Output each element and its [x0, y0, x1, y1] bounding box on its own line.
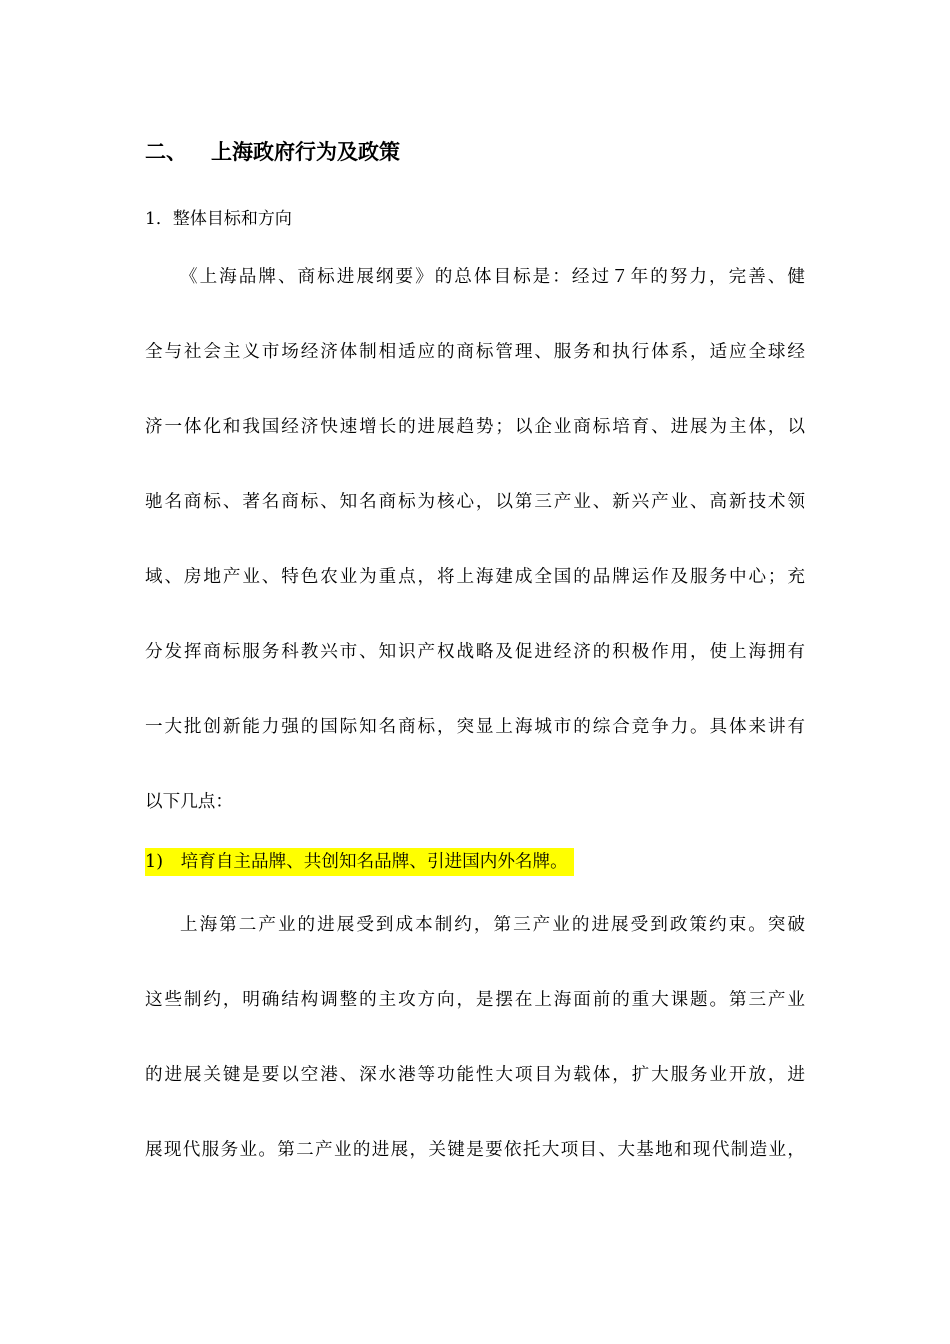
paragraph-line: 一大批创新能力强的国际知名商标，突显上海城市的综合竞争力。具体来讲有: [145, 717, 805, 737]
paragraph-industry: [145, 910, 805, 1210]
paragraph-goals: [145, 262, 805, 862]
paragraph-line: 展现代服务业。第二产业的进展，关键是要依托大项目、大基地和现代制造业，: [145, 1140, 805, 1160]
paragraph-line: 以下几点：: [145, 792, 233, 812]
paragraph-line: 域、房地产业、特色农业为重点，将上海建成全国的品牌运作及服务中心；充: [145, 567, 805, 587]
section-number: 二、: [145, 139, 187, 164]
paragraph-line: 济一体化和我国经济快速增长的进展趋势；以企业商标培育、进展为主体，以: [145, 417, 805, 437]
subsection-heading: 1．整体目标和方向: [145, 209, 292, 229]
paragraph-line: 上海第二产业的进展受到成本制约，第三产业的进展受到政策约束。突破: [180, 915, 805, 935]
paragraph-line: 的进展关键是要以空港、深水港等功能性大项目为载体，扩大服务业开放，进: [145, 1065, 805, 1085]
highlighted-list-item: 1) 培育自主品牌、共创知名品牌、引进国内外名牌。: [145, 848, 574, 876]
paragraph-line: 驰名商标、著名商标、知名商标为核心，以第三产业、新兴产业、高新技术领: [145, 492, 805, 512]
paragraph-line: 全与社会主义市场经济体制相适应的商标管理、服务和执行体系，适应全球经: [145, 342, 805, 362]
paragraph-line: 这些制约，明确结构调整的主攻方向，是摆在上海面前的重大课题。第三产业: [145, 990, 805, 1010]
section-title: 上海政府行为及政策: [211, 139, 400, 164]
paragraph-line: 《上海品牌、商标进展纲要》的总体目标是：经过７年的努力，完善、健: [180, 267, 805, 287]
paragraph-line: 分发挥商标服务科教兴市、知识产权战略及促进经济的积极作用，使上海拥有: [145, 642, 805, 662]
section-heading: [145, 136, 400, 166]
